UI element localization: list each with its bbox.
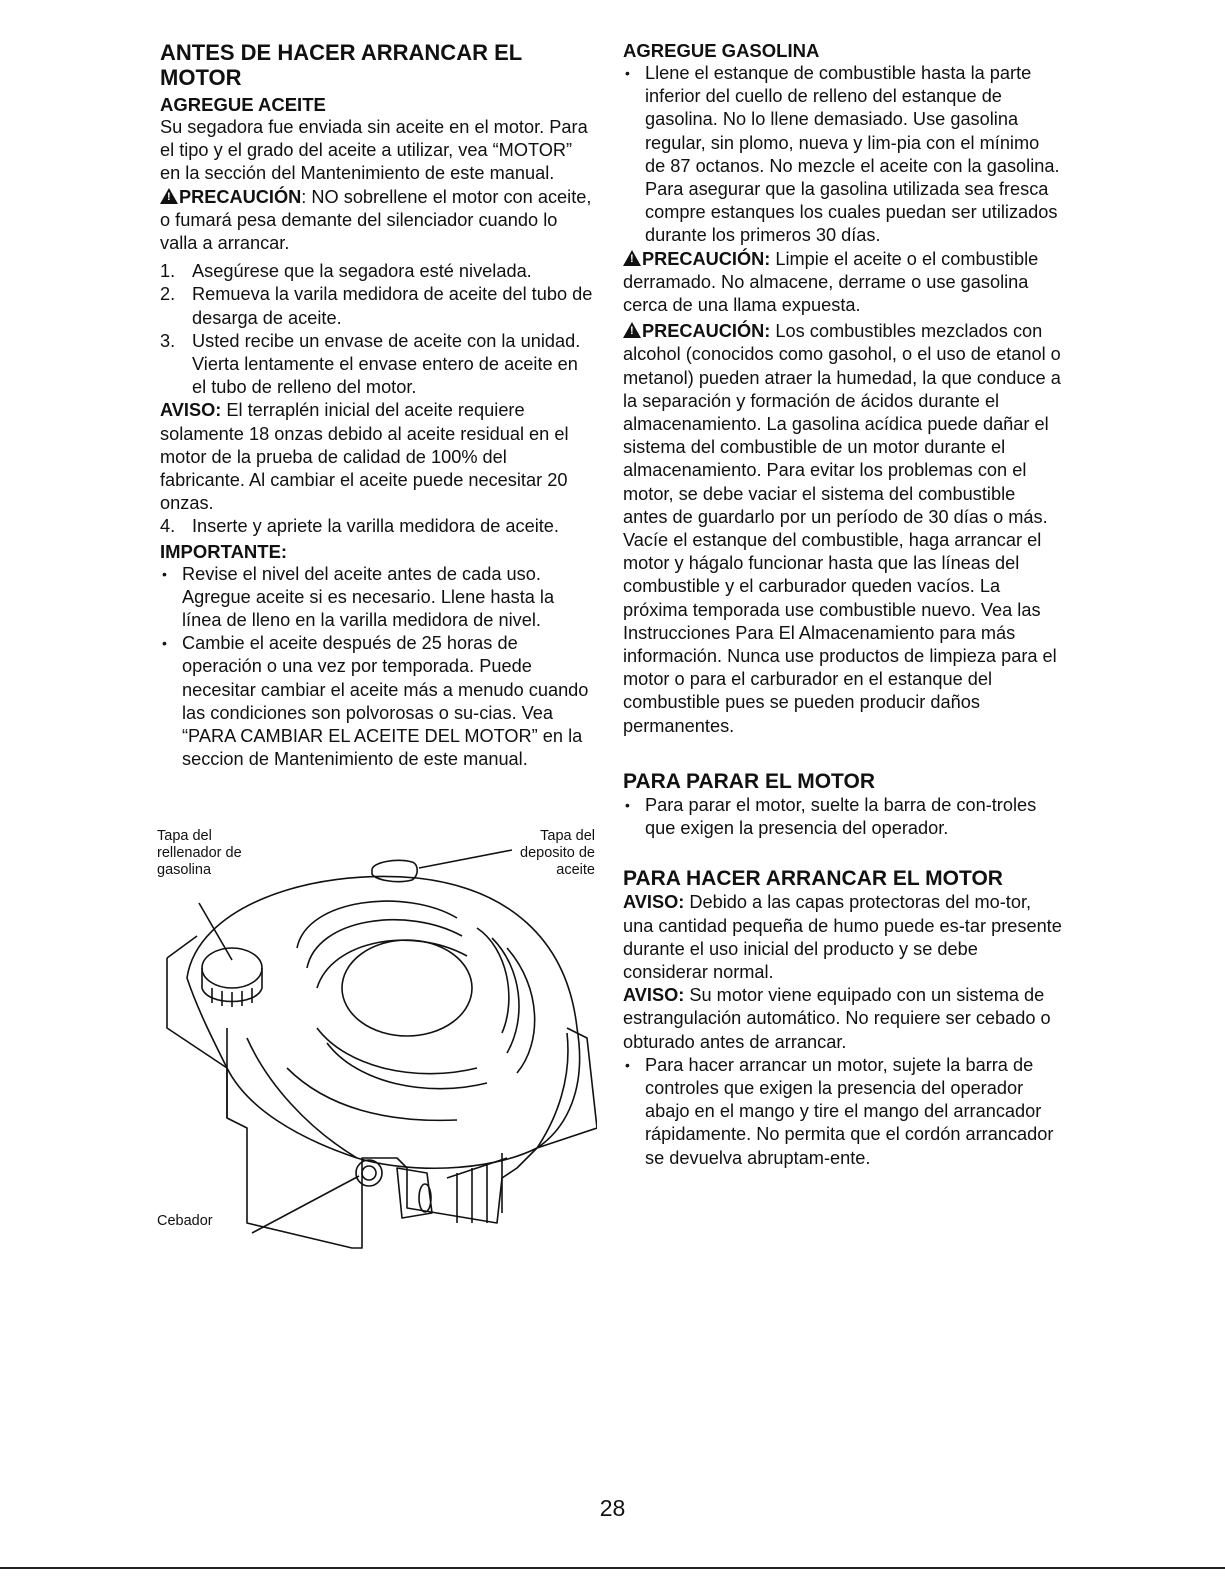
oil-heading: AGREGUE ACEITE: [160, 94, 326, 115]
oil-step-4: [160, 515, 595, 538]
start-heading: PARA HACER ARRANCAR EL MOTOR: [623, 867, 1003, 891]
list-item: • Llene el estanque de combustible hasta la parte inferior del cuello de relleno del estanque de gasolina. No lo llene demasiado. Use gasolina regular, sin plomo, nueva y lim-pia con el mínimo de 87 octanos. No mezcle el aceite con la gasolina. Para asegurar que la gasolina utilizada sea fresca compre estanques los cuales puedan ser utilizados durante los primeros 30 días.: [623, 62, 1063, 248]
list-item: [160, 283, 595, 329]
oil-caution: [160, 186, 595, 256]
warning-icon: [623, 250, 641, 266]
start-list: [623, 1054, 1063, 1170]
warning-icon: [160, 188, 178, 204]
importante-list: [160, 563, 595, 772]
list-item: • Revise el nivel del aceite antes de cada uso. Agregue aceite si es necesario. Llene hasta la línea de lleno en la varilla medidora de nivel.: [160, 563, 595, 633]
caution-label: PRECAUCIÓN: [179, 186, 302, 207]
start-aviso-1: [623, 891, 1063, 984]
section-title: ANTES DE HACER ARRANCAR EL MOTOR: [160, 40, 522, 90]
aviso-label: AVISO:: [160, 400, 222, 421]
page-number: 28: [599, 1495, 626, 1521]
aviso-label: AVISO:: [623, 985, 685, 1006]
caution-label: PRECAUCIÓN:: [642, 248, 771, 269]
list-item: [160, 330, 595, 400]
gas-caution-1: [623, 248, 1063, 318]
importante-heading: IMPORTANTE:: [160, 540, 288, 562]
step-text: Asegúrese que la segadora esté nivelada.: [192, 261, 532, 282]
warning-icon: [623, 322, 641, 338]
aviso-text: Debido a las capas protectoras del mo-tor, una cantidad pequeña de humo puede es-tar presente durante el uso inicial del producto y se debe considerar normal.: [623, 892, 1062, 982]
list-item: • Para hacer arrancar un motor, sujete la barra de controles que exigen la presencia del operador abajo en el mango y tire el mango del arrancador rápidamente. No permita que el cordón arrancador se devuelva abruptam-ente.: [623, 1054, 1063, 1170]
stop-list: [623, 794, 1063, 840]
oil-steps: [160, 260, 595, 399]
oil-cap-label: Tapa del deposito de aceite: [520, 828, 595, 878]
step-number: 1.: [160, 261, 176, 282]
bottom-rule: [0, 1567, 1225, 1569]
step-number: 2.: [160, 284, 176, 305]
oil-aviso: [160, 399, 595, 515]
aviso-text: Su motor viene equipado con un sistema de estrangulación automático. No requiere ser cebado o obturado antes de arrancar.: [623, 985, 1051, 1052]
step-text: Remueva la varila medidora de aceite del tubo de desarga de aceite.: [192, 284, 593, 328]
left-column: [160, 40, 595, 771]
step-number: 4.: [160, 516, 176, 537]
caution-text: : NO sobrellene el motor con aceite, o fumará pesa demante del silenciador cuando lo valla a arrancar.: [160, 186, 592, 254]
gas-heading: AGREGUE GASOLINA: [623, 40, 820, 61]
list-item: • Cambie el aceite después de 25 horas de operación o una vez por temporada. Puede necesitar cambiar el aceite más a menudo cuando las condiciones son polvorosas o su-cias. Vea “PARA CAMBIAR EL ACEITE DEL MOTOR” en la seccion de Mantenimiento de este manual.: [160, 632, 595, 771]
right-column: [623, 40, 1063, 1170]
aviso-text: El terraplén inicial del aceite requiere solamente 18 onzas debido al aceite residual en el motor de la prueba de calidad de 100% del fabricante. Al cambiar el aceite puede necesitar 20 onzas.: [160, 400, 569, 514]
oil-intro: Su segadora fue enviada sin aceite en el motor. Para el tipo y el grado del aceite a utilizar, vea “MOTOR” en la sección del Mantenimiento de este manual.: [160, 117, 588, 184]
gas-caution-2: [623, 320, 1063, 738]
step-text: Inserte y apriete la varilla medidora de aceite.: [192, 516, 559, 537]
engine-illustration: [157, 828, 597, 1263]
start-aviso-2: [623, 984, 1063, 1054]
list-item: • Para parar el motor, suelte la barra de con-troles que exigen la presencia del operador.: [623, 794, 1063, 840]
aviso-label: AVISO:: [623, 892, 685, 913]
caution-text: Limpie el aceite o el combustible derramado. No almacene, derrame o use gasolina cerca de una llama expuesta.: [623, 248, 1039, 316]
caution-text: Los combustibles mezclados con alcohol (conocidos como gasohol, o el uso de etanol o metanol) pueden atraer la humedad, la que conduce a la separación y formación de ácidos durante el almacenamiento. La gasolina acídica puede dañar el sistema del combustible de un motor durante el almacenamiento. Para evitar los problemas con el motor, se debe vaciar el sistema del combustible antes de guardarlo por un período de 30 días o más. Vacíe el estanque del combustible, haga arrancar el motor y hágalo funcionar hasta que las líneas del combustible y el carburador queden vacíos. La próxima temporada use combustible nuevo. Vea las Instrucciones Para El Almacenamiento para más información. Nunca use productos de limpieza para el motor o para el carburador en el estanque del combustible pues se pueden producir daños permanentes.: [623, 321, 1061, 736]
engine-figure: [157, 828, 597, 1263]
list-item: [160, 515, 595, 538]
fuel-cap-label: Tapa del rellenador de gasolina: [157, 828, 242, 878]
primer-label: Cebador: [157, 1213, 213, 1229]
step-number: 3.: [160, 330, 176, 351]
gas-list: [623, 62, 1063, 248]
caution-label: PRECAUCIÓN:: [642, 321, 771, 342]
stop-heading: PARA PARAR EL MOTOR: [623, 769, 876, 793]
list-item: [160, 260, 595, 283]
step-text: Usted recibe un envase de aceite con la unidad. Vierta lentamente el envase entero de aceite en el tubo de relleno del motor.: [192, 330, 581, 398]
